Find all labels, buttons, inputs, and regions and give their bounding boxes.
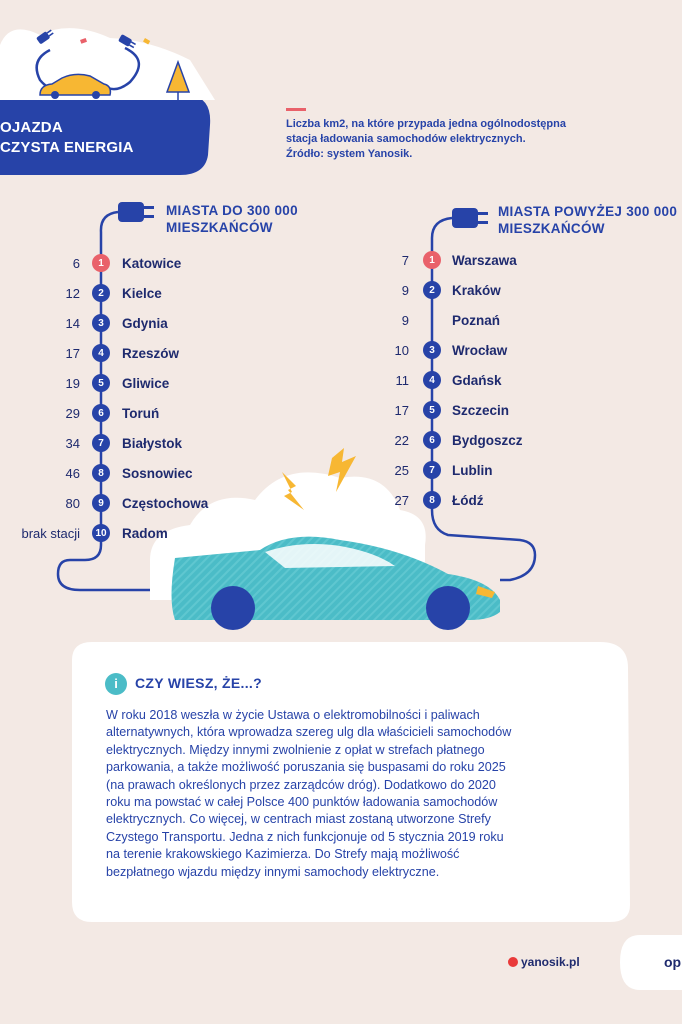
city-name: Rzeszów bbox=[122, 345, 180, 361]
right-group-title-line1: MIASTA POWYŻEJ 300 000 bbox=[498, 204, 678, 219]
right-group-title bbox=[498, 203, 677, 237]
city-name: Wrocław bbox=[452, 342, 508, 358]
city-name: Radom bbox=[122, 525, 168, 541]
ranking-value: brak stacji bbox=[21, 525, 80, 541]
right-cable bbox=[432, 218, 535, 580]
footer-partial-text: op bbox=[664, 954, 682, 970]
right-plug-icon bbox=[452, 208, 488, 228]
ranking-value: 12 bbox=[65, 285, 80, 301]
rank-badge: 4 bbox=[423, 371, 441, 389]
city-name: Szczecin bbox=[452, 402, 510, 418]
info-title: CZY WIESZ, ŻE...? bbox=[135, 675, 262, 691]
rank-badge: 10 bbox=[92, 524, 110, 542]
ranking-value: 27 bbox=[394, 492, 409, 508]
ranking-value: 29 bbox=[65, 405, 80, 421]
city-name: Gliwice bbox=[122, 375, 170, 391]
ranking-value: 22 bbox=[394, 432, 409, 448]
city-name: Katowice bbox=[122, 255, 182, 271]
info-body-line: elektrycznych. Między innymi zwolnienie z opłat w strefach płatnego bbox=[106, 742, 485, 757]
legend bbox=[286, 117, 616, 162]
rank-badge: 1 bbox=[92, 254, 110, 272]
yanosik-logo bbox=[508, 955, 580, 969]
rank-badge: 4 bbox=[92, 344, 110, 362]
ranking-value: 14 bbox=[65, 315, 80, 331]
left-group-title-line1: MIASTA DO 300 000 bbox=[166, 203, 298, 218]
city-name: Łódź bbox=[452, 492, 484, 508]
rank-badge: 3 bbox=[423, 341, 441, 359]
info-body-line: parkowania, a także możliwość poruszania się buspasami do roku 2025 bbox=[106, 760, 506, 775]
rank-badge: 3 bbox=[92, 314, 110, 332]
rank-badge: 8 bbox=[92, 464, 110, 482]
city-name: Bydgoszcz bbox=[452, 432, 523, 448]
ranking-value: 34 bbox=[65, 435, 80, 451]
ranking-value: 6 bbox=[72, 255, 80, 271]
rank-badge: 8 bbox=[423, 491, 441, 509]
rank-badge: 7 bbox=[92, 434, 110, 452]
info-body-line: W roku 2018 weszła w życie Ustawa o elektromobilności i paliwach bbox=[106, 708, 480, 722]
city-name: Gdańsk bbox=[452, 372, 502, 388]
car-wheel-rear bbox=[211, 586, 255, 630]
info-body-line: bezpłatnego wjazdu między innymi samochody elektryczne. bbox=[106, 864, 440, 879]
ranking-value: 9 bbox=[401, 282, 409, 298]
ranking-value: 46 bbox=[65, 465, 80, 481]
ranking-value: 19 bbox=[65, 375, 80, 391]
city-name: Toruń bbox=[122, 405, 160, 421]
city-name: Lublin bbox=[452, 462, 493, 478]
ranking-value: 25 bbox=[394, 462, 409, 478]
ranking-value: 17 bbox=[65, 345, 80, 361]
rank-badge: 6 bbox=[423, 431, 441, 449]
city-name: Sosnowiec bbox=[122, 465, 193, 481]
city-name: Białystok bbox=[122, 435, 183, 451]
ranking-value: 11 bbox=[395, 372, 409, 388]
ranking-value: 17 bbox=[394, 402, 409, 418]
rank-badge: 9 bbox=[92, 494, 110, 512]
city-name: Kielce bbox=[122, 285, 162, 301]
city-name: Kraków bbox=[452, 282, 501, 298]
rank-badge: 6 bbox=[92, 404, 110, 422]
info-body-line: elektrycznych. Co więcej, w centrach miast zostaną utworzone Strefy bbox=[106, 812, 491, 827]
rank-badge: 7 bbox=[423, 461, 441, 479]
legend-line1: Liczba km2, na które przypada jedna ogólnodostępna bbox=[286, 118, 566, 130]
header-title-line2: CZYSTA ENERGIA bbox=[0, 139, 134, 156]
rank-badge: 2 bbox=[423, 281, 441, 299]
legend-marker bbox=[286, 108, 306, 111]
ranking-value: 7 bbox=[401, 252, 409, 268]
city-name: Gdynia bbox=[122, 315, 168, 331]
info-body-line: Czystego Transportu. Jedna z nich funkcjonuje od 5 stycznia 2019 roku bbox=[106, 829, 504, 844]
yanosik-logo-text: yanosik.pl bbox=[521, 955, 580, 969]
car-wheel-front bbox=[426, 586, 470, 630]
left-group-title bbox=[166, 202, 298, 236]
header-title-line1: OJAZDA bbox=[0, 119, 63, 136]
city-name: Częstochowa bbox=[122, 495, 209, 511]
info-body-line: (na prawach określonych przez zarządców dróg). Dodatkowo do 2020 bbox=[106, 777, 496, 792]
legend-source: Źródło: system Yanosik. bbox=[286, 148, 413, 160]
info-body bbox=[106, 707, 606, 881]
ranking-value: 9 bbox=[401, 312, 409, 328]
info-body-line: na terenie krakowskiego Kazimierza. Do Strefy mają możliwość bbox=[106, 847, 460, 862]
rank-badge: 5 bbox=[92, 374, 110, 392]
legend-line2: stacja ładowania samochodów elektrycznych. bbox=[286, 133, 526, 145]
city-name: Warszawa bbox=[452, 252, 517, 268]
city-name: Poznań bbox=[452, 312, 501, 328]
info-body-line: alternatywnych, która wprowadza szereg ulg dla właścicieli samochodów bbox=[106, 725, 512, 740]
right-group-title-line2: MIESZKAŃCÓW bbox=[498, 221, 605, 236]
info-body-line: roku ma powstać w całej Polsce 400 punktów ładowania samochodów bbox=[106, 795, 498, 810]
left-plug-icon bbox=[118, 202, 154, 222]
rank-badge: 1 bbox=[423, 251, 441, 269]
info-icon-glyph: i bbox=[114, 676, 118, 691]
header-title bbox=[0, 118, 134, 158]
ranking-value: 10 bbox=[394, 342, 409, 358]
yanosik-logo-icon bbox=[508, 957, 518, 967]
ranking-value: 80 bbox=[65, 495, 80, 511]
left-group-title-line2: MIESZKAŃCÓW bbox=[166, 220, 273, 235]
rank-badge: 2 bbox=[92, 284, 110, 302]
rank-badge: 5 bbox=[423, 401, 441, 419]
